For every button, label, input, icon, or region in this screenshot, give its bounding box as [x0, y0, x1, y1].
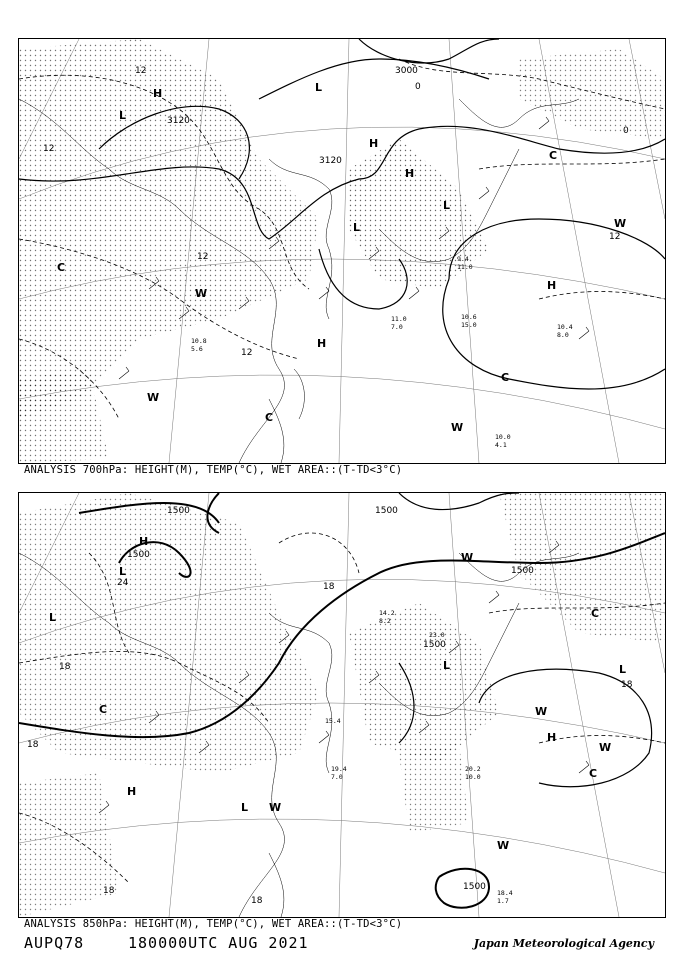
- pressure-center: L: [443, 199, 451, 212]
- station-value: 19.4: [331, 765, 347, 773]
- temp-label: 18: [251, 896, 263, 906]
- station-value: 14.2: [379, 609, 395, 617]
- thermal-center: W: [147, 391, 160, 404]
- station-value: 1.7: [497, 897, 509, 905]
- station-value: 8.0: [557, 331, 569, 339]
- pressure-center: H: [153, 87, 163, 100]
- map-panel-700hpa: [18, 38, 666, 464]
- station-value: 4.1: [495, 441, 507, 449]
- wet-area: [19, 369, 109, 463]
- pressure-center: L: [49, 611, 57, 624]
- agency-name: Japan Meteorological Agency: [473, 937, 654, 950]
- pressure-center: L: [241, 801, 249, 814]
- temp-label: 12: [241, 348, 253, 358]
- weather-map-850hpa: [19, 493, 665, 917]
- pressure-center: H: [317, 337, 327, 350]
- height-label: 1500: [375, 506, 398, 516]
- pressure-center: H: [369, 137, 379, 150]
- height-label: 1500: [423, 640, 446, 650]
- thermal-center: C: [265, 411, 274, 424]
- station-value: 11.0: [457, 263, 473, 271]
- station-value: 23.0: [429, 631, 445, 639]
- station-value: 7.0: [331, 773, 343, 781]
- station-value: 8.2: [379, 617, 391, 625]
- station-value: 18.4: [497, 889, 513, 897]
- pressure-center: L: [315, 81, 323, 94]
- temp-label: 18: [323, 582, 335, 592]
- pressure-center: H: [405, 167, 415, 180]
- station-value: 10.8: [191, 337, 207, 345]
- thermal-center: W: [461, 551, 474, 564]
- thermal-center: C: [589, 767, 598, 780]
- weather-map-700hpa: [19, 39, 665, 463]
- wet-area: [399, 743, 469, 833]
- temp-label: 0: [415, 82, 421, 92]
- temp-label: 18: [27, 740, 39, 750]
- wet-area: [349, 603, 499, 763]
- pressure-center: H: [547, 279, 557, 292]
- station-value: 10.0: [495, 433, 511, 441]
- pressure-center: L: [353, 221, 361, 234]
- temp-label: 18: [59, 662, 71, 672]
- pressure-center: H: [127, 785, 137, 798]
- height-label: 3120: [319, 156, 342, 166]
- thermal-center: W: [451, 421, 464, 434]
- temp-label: 18: [103, 886, 115, 896]
- thermal-center: C: [501, 371, 510, 384]
- thermal-center: W: [535, 705, 548, 718]
- station-value: 15.4: [325, 717, 341, 725]
- pressure-center: H: [139, 535, 149, 548]
- station-value: 15.0: [461, 321, 477, 329]
- map-panel-850hpa: [18, 492, 666, 918]
- chart-code: AUPQ78: [24, 934, 85, 952]
- station-value: 10.4: [557, 323, 573, 331]
- thermal-center: W: [269, 801, 282, 814]
- temp-label: 12: [135, 66, 147, 76]
- height-label: 3000: [395, 66, 418, 76]
- panel-caption-850hpa: ANALYSIS 850hPa: HEIGHT(M), TEMP(°C), WET AREA::(T-TD<3°C): [24, 918, 403, 930]
- station-value: 5.6: [191, 345, 203, 353]
- pressure-center: L: [443, 659, 451, 672]
- thermal-center: W: [497, 839, 510, 852]
- height-label: 1500: [463, 882, 486, 892]
- thermal-center: C: [549, 149, 558, 162]
- temp-label: 12: [43, 144, 55, 154]
- station-value: 7.0: [391, 323, 403, 331]
- thermal-center: C: [99, 703, 108, 716]
- station-value: 10.6: [461, 313, 477, 321]
- temp-label: 12: [609, 232, 621, 242]
- pressure-center: H: [547, 731, 557, 744]
- pressure-center: L: [119, 565, 127, 578]
- thermal-center: W: [614, 217, 627, 230]
- wet-area: [519, 49, 665, 139]
- thermal-center: C: [57, 261, 66, 274]
- temp-label: 12: [197, 252, 209, 262]
- station-value: 10.0: [465, 773, 481, 781]
- height-label: 1500: [167, 506, 190, 516]
- height-label: 1500: [127, 550, 150, 560]
- station-value: 9.4: [457, 255, 469, 263]
- height-label: 3120: [167, 116, 190, 126]
- valid-time: 180000UTC AUG 2021: [128, 934, 309, 952]
- pressure-center: L: [119, 109, 127, 122]
- pressure-center: L: [619, 663, 627, 676]
- height-label: 1500: [511, 566, 534, 576]
- station-value: 20.2: [465, 765, 481, 773]
- thermal-center: W: [599, 741, 612, 754]
- panel-caption-700hpa: ANALYSIS 700hPa: HEIGHT(M), TEMP(°C), WET AREA::(T-TD<3°C): [24, 464, 403, 476]
- temp-label: 18: [621, 680, 633, 690]
- temp-label: 0: [623, 126, 629, 136]
- thermal-center: C: [591, 607, 600, 620]
- temp-label: 24: [117, 578, 129, 588]
- station-value: 11.0: [391, 315, 407, 323]
- thermal-center: W: [195, 287, 208, 300]
- wet-area: [19, 39, 319, 419]
